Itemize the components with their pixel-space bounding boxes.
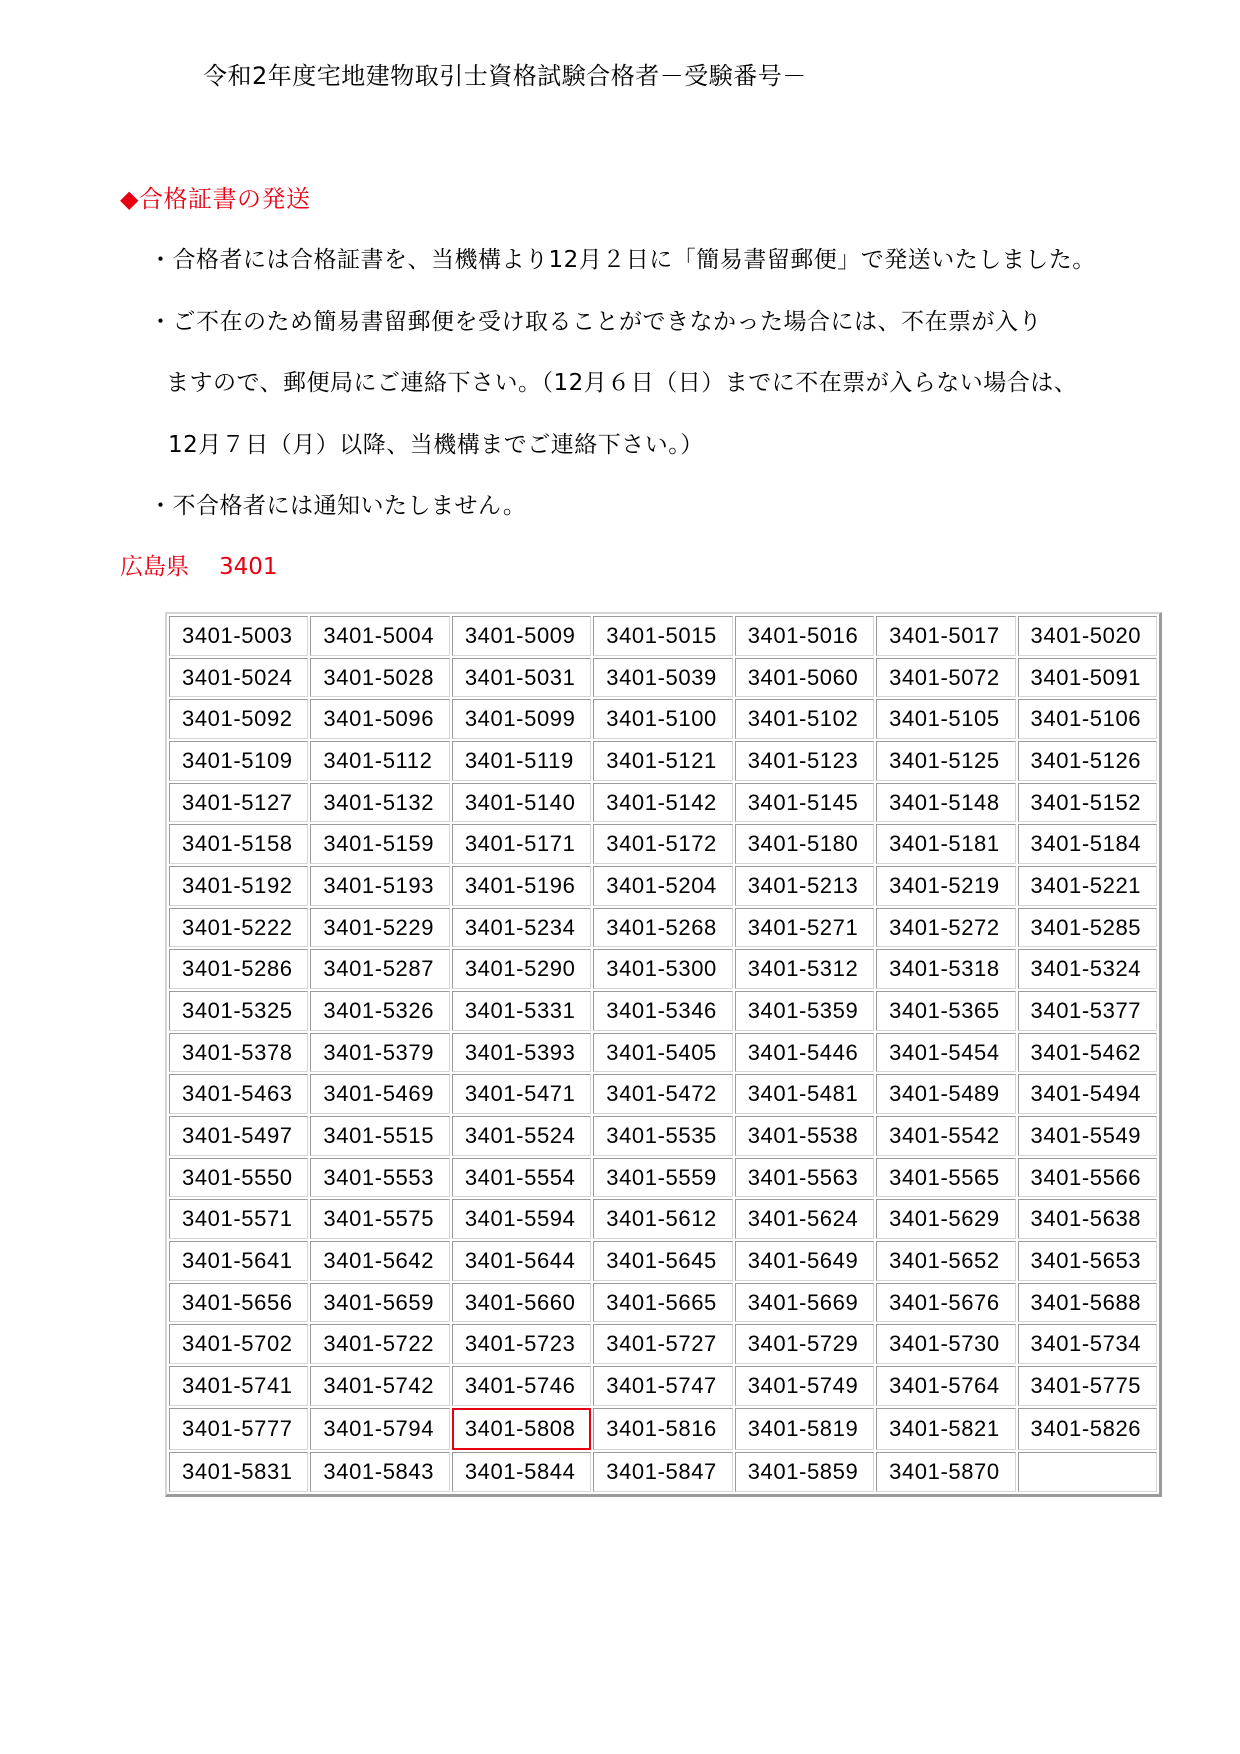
exam-number-cell: 3401-5152	[1018, 783, 1157, 823]
exam-number-cell: 3401-5015	[593, 616, 732, 656]
note-line-4: 12月７日（月）以降、当機構までご連絡下さい。）	[168, 432, 704, 458]
page-title: 令和2年度宅地建物取引士資格試験合格者－受験番号－	[203, 62, 807, 90]
exam-number-cell: 3401-5365	[876, 991, 1015, 1031]
exam-number-cell: 3401-5222	[169, 908, 308, 948]
exam-number-cell: 3401-5723	[452, 1324, 591, 1364]
exam-number-cell: 3401-5109	[169, 741, 308, 781]
note-line-2: ・ご不在のため簡易書留郵便を受け取ることができなかった場合には、不在票が入り	[149, 309, 1042, 335]
exam-number-cell: 3401-5524	[452, 1116, 591, 1156]
exam-number-cell: 3401-5377	[1018, 991, 1157, 1031]
exam-number-cell: 3401-5300	[593, 949, 732, 989]
exam-number-cell: 3401-5542	[876, 1116, 1015, 1156]
exam-number-cell: 3401-5102	[735, 699, 874, 739]
exam-number-cell: 3401-5660	[452, 1283, 591, 1323]
exam-number-cell: 3401-5644	[452, 1241, 591, 1281]
exam-number-cell: 3401-5100	[593, 699, 732, 739]
note-line-3: ますので、郵便局にご連絡下さい。（12月６日（日）までに不在票が入らない場合は、	[166, 370, 1078, 396]
exam-number-cell: 3401-5204	[593, 866, 732, 906]
exam-number-cell: 3401-5286	[169, 949, 308, 989]
highlighted-exam-number-cell: 3401-5808	[452, 1408, 591, 1451]
exam-number-cell: 3401-5847	[593, 1452, 732, 1492]
exam-number-cell: 3401-5171	[452, 824, 591, 864]
exam-number-cell: 3401-5091	[1018, 658, 1157, 698]
exam-number-cell: 3401-5653	[1018, 1241, 1157, 1281]
exam-number-cell: 3401-5123	[735, 741, 874, 781]
table-row	[169, 1158, 1157, 1198]
exam-number-cell: 3401-5331	[452, 991, 591, 1031]
exam-number-cell: 3401-5020	[1018, 616, 1157, 656]
exam-number-cell: 3401-5612	[593, 1199, 732, 1239]
exam-number-cell: 3401-5669	[735, 1283, 874, 1323]
exam-number-cell: 3401-5142	[593, 783, 732, 823]
table-row	[169, 1241, 1157, 1281]
table-row	[169, 949, 1157, 989]
table-row	[169, 783, 1157, 823]
table-row	[169, 616, 1157, 656]
exam-number-cell: 3401-5831	[169, 1452, 308, 1492]
table-row	[169, 1366, 1157, 1406]
prefecture-label	[120, 553, 278, 581]
exam-number-cell: 3401-5497	[169, 1116, 308, 1156]
exam-number-cell: 3401-5112	[310, 741, 449, 781]
exam-number-cell: 3401-5722	[310, 1324, 449, 1364]
exam-number-cell: 3401-5132	[310, 783, 449, 823]
exam-number-cell: 3401-5563	[735, 1158, 874, 1198]
exam-number-cell: 3401-5287	[310, 949, 449, 989]
prefecture-code: 3401	[219, 554, 278, 580]
exam-number-cell: 3401-5469	[310, 1074, 449, 1114]
exam-number-cell: 3401-5463	[169, 1074, 308, 1114]
exam-number-cell: 3401-5326	[310, 991, 449, 1031]
exam-number-cell: 3401-5454	[876, 1033, 1015, 1073]
exam-number-cell: 3401-5649	[735, 1241, 874, 1281]
table-row	[169, 866, 1157, 906]
exam-number-cell: 3401-5017	[876, 616, 1015, 656]
exam-number-cell: 3401-5688	[1018, 1283, 1157, 1323]
exam-number-cell: 3401-5764	[876, 1366, 1015, 1406]
exam-number-cell: 3401-5072	[876, 658, 1015, 698]
exam-number-cell: 3401-5004	[310, 616, 449, 656]
exam-number-cell: 3401-5489	[876, 1074, 1015, 1114]
exam-number-cell: 3401-5566	[1018, 1158, 1157, 1198]
exam-number-cell: 3401-5727	[593, 1324, 732, 1364]
exam-number-cell: 3401-5325	[169, 991, 308, 1031]
exam-number-cell: 3401-5515	[310, 1116, 449, 1156]
exam-number-cell: 3401-5481	[735, 1074, 874, 1114]
exam-number-cell: 3401-5775	[1018, 1366, 1157, 1406]
exam-number-cell: 3401-5494	[1018, 1074, 1157, 1114]
exam-number-cell: 3401-5471	[452, 1074, 591, 1114]
exam-number-cell: 3401-5096	[310, 699, 449, 739]
exam-number-cell: 3401-5024	[169, 658, 308, 698]
exam-number-cell: 3401-5594	[452, 1199, 591, 1239]
exam-number-cell: 3401-5184	[1018, 824, 1157, 864]
exam-number-cell: 3401-5559	[593, 1158, 732, 1198]
exam-number-cell: 3401-5140	[452, 783, 591, 823]
exam-number-cell: 3401-5553	[310, 1158, 449, 1198]
table-row	[169, 908, 1157, 948]
exam-number-cell: 3401-5638	[1018, 1199, 1157, 1239]
exam-number-cell: 3401-5777	[169, 1408, 308, 1451]
exam-number-cell: 3401-5446	[735, 1033, 874, 1073]
exam-number-cell: 3401-5105	[876, 699, 1015, 739]
exam-number-cell: 3401-5550	[169, 1158, 308, 1198]
exam-number-cell: 3401-5148	[876, 783, 1015, 823]
exam-number-cell: 3401-5571	[169, 1199, 308, 1239]
table-row	[169, 1452, 1157, 1492]
table-row	[169, 1074, 1157, 1114]
exam-number-cell: 3401-5125	[876, 741, 1015, 781]
table-row	[169, 991, 1157, 1031]
exam-number-cell: 3401-5158	[169, 824, 308, 864]
exam-number-cell: 3401-5324	[1018, 949, 1157, 989]
prefecture-name: 広島県	[120, 554, 189, 580]
exam-number-cell: 3401-5575	[310, 1199, 449, 1239]
exam-number-cell: 3401-5285	[1018, 908, 1157, 948]
exam-number-cell: 3401-5028	[310, 658, 449, 698]
exam-number-cell: 3401-5193	[310, 866, 449, 906]
exam-number-cell: 3401-5794	[310, 1408, 449, 1451]
exam-number-table-container	[165, 612, 1162, 1497]
exam-number-cell: 3401-5746	[452, 1366, 591, 1406]
exam-number-cell: 3401-5290	[452, 949, 591, 989]
exam-number-cell: 3401-5379	[310, 1033, 449, 1073]
exam-number-cell: 3401-5009	[452, 616, 591, 656]
exam-number-cell: 3401-5219	[876, 866, 1015, 906]
exam-number-cell: 3401-5268	[593, 908, 732, 948]
exam-number-cell: 3401-5549	[1018, 1116, 1157, 1156]
exam-number-cell: 3401-5003	[169, 616, 308, 656]
exam-number-cell: 3401-5031	[452, 658, 591, 698]
exam-number-cell: 3401-5405	[593, 1033, 732, 1073]
note-line-5: ・不合格者には通知いたしません。	[149, 493, 527, 519]
exam-number-cell: 3401-5393	[452, 1033, 591, 1073]
section-heading: ◆合格証書の発送	[120, 185, 311, 213]
table-row	[169, 1408, 1157, 1451]
exam-number-cell: 3401-5181	[876, 824, 1015, 864]
exam-number-cell: 3401-5192	[169, 866, 308, 906]
table-row	[169, 1283, 1157, 1323]
exam-number-cell: 3401-5099	[452, 699, 591, 739]
exam-number-cell: 3401-5271	[735, 908, 874, 948]
exam-number-cell: 3401-5346	[593, 991, 732, 1031]
exam-number-cell: 3401-5641	[169, 1241, 308, 1281]
exam-number-cell: 3401-5472	[593, 1074, 732, 1114]
exam-number-cell: 3401-5359	[735, 991, 874, 1031]
exam-number-cell: 3401-5318	[876, 949, 1015, 989]
exam-number-cell: 3401-5624	[735, 1199, 874, 1239]
table-row	[169, 1199, 1157, 1239]
exam-number-cell: 3401-5642	[310, 1241, 449, 1281]
exam-number-cell: 3401-5180	[735, 824, 874, 864]
exam-number-cell: 3401-5656	[169, 1283, 308, 1323]
exam-number-cell: 3401-5729	[735, 1324, 874, 1364]
exam-number-cell: 3401-5565	[876, 1158, 1015, 1198]
exam-number-cell: 3401-5645	[593, 1241, 732, 1281]
exam-number-cell: 3401-5272	[876, 908, 1015, 948]
exam-number-cell: 3401-5126	[1018, 741, 1157, 781]
exam-number-cell: 3401-5870	[876, 1452, 1015, 1492]
exam-number-cell: 3401-5821	[876, 1408, 1015, 1451]
exam-number-cell: 3401-5652	[876, 1241, 1015, 1281]
exam-number-cell: 3401-5060	[735, 658, 874, 698]
exam-number-cell: 3401-5196	[452, 866, 591, 906]
exam-number-cell: 3401-5221	[1018, 866, 1157, 906]
exam-number-cell: 3401-5659	[310, 1283, 449, 1323]
table-row	[169, 1324, 1157, 1364]
exam-number-cell: 3401-5229	[310, 908, 449, 948]
table-row	[169, 1116, 1157, 1156]
table-row	[169, 824, 1157, 864]
exam-number-cell: 3401-5039	[593, 658, 732, 698]
table-row	[169, 699, 1157, 739]
exam-number-cell: 3401-5234	[452, 908, 591, 948]
exam-number-table-body	[169, 616, 1157, 1492]
exam-number-cell: 3401-5749	[735, 1366, 874, 1406]
exam-number-cell: 3401-5106	[1018, 699, 1157, 739]
exam-number-cell: 3401-5844	[452, 1452, 591, 1492]
exam-number-cell: 3401-5734	[1018, 1324, 1157, 1364]
exam-number-cell: 3401-5312	[735, 949, 874, 989]
exam-number-cell: 3401-5092	[169, 699, 308, 739]
exam-number-cell: 3401-5741	[169, 1366, 308, 1406]
exam-number-cell: 3401-5535	[593, 1116, 732, 1156]
exam-number-cell: 3401-5554	[452, 1158, 591, 1198]
exam-number-cell: 3401-5127	[169, 783, 308, 823]
exam-number-cell: 3401-5159	[310, 824, 449, 864]
exam-number-cell: 3401-5378	[169, 1033, 308, 1073]
exam-number-cell: 3401-5826	[1018, 1408, 1157, 1451]
exam-number-cell: 3401-5859	[735, 1452, 874, 1492]
exam-number-cell: 3401-5747	[593, 1366, 732, 1406]
exam-number-cell: 3401-5676	[876, 1283, 1015, 1323]
exam-number-cell: 3401-5119	[452, 741, 591, 781]
exam-number-cell: 3401-5702	[169, 1324, 308, 1364]
exam-number-cell: 3401-5629	[876, 1199, 1015, 1239]
exam-number-cell: 3401-5538	[735, 1116, 874, 1156]
exam-number-cell: 3401-5665	[593, 1283, 732, 1323]
exam-number-table	[165, 612, 1162, 1497]
exam-number-cell: 3401-5462	[1018, 1033, 1157, 1073]
exam-number-cell: 3401-5145	[735, 783, 874, 823]
exam-number-cell: 3401-5742	[310, 1366, 449, 1406]
exam-number-cell: 3401-5843	[310, 1452, 449, 1492]
exam-number-cell: 3401-5819	[735, 1408, 874, 1451]
exam-number-cell: 3401-5172	[593, 824, 732, 864]
exam-number-cell: 3401-5816	[593, 1408, 732, 1451]
note-line-1: ・合格者には合格証書を、当機構より12月２日に「簡易書留郵便」で発送いたしました。	[149, 247, 1096, 273]
table-row	[169, 741, 1157, 781]
exam-number-cell: 3401-5213	[735, 866, 874, 906]
table-row	[169, 1033, 1157, 1073]
exam-number-cell: 3401-5730	[876, 1324, 1015, 1364]
exam-number-cell	[1018, 1452, 1157, 1492]
table-row	[169, 658, 1157, 698]
exam-number-cell: 3401-5121	[593, 741, 732, 781]
exam-number-cell: 3401-5016	[735, 616, 874, 656]
